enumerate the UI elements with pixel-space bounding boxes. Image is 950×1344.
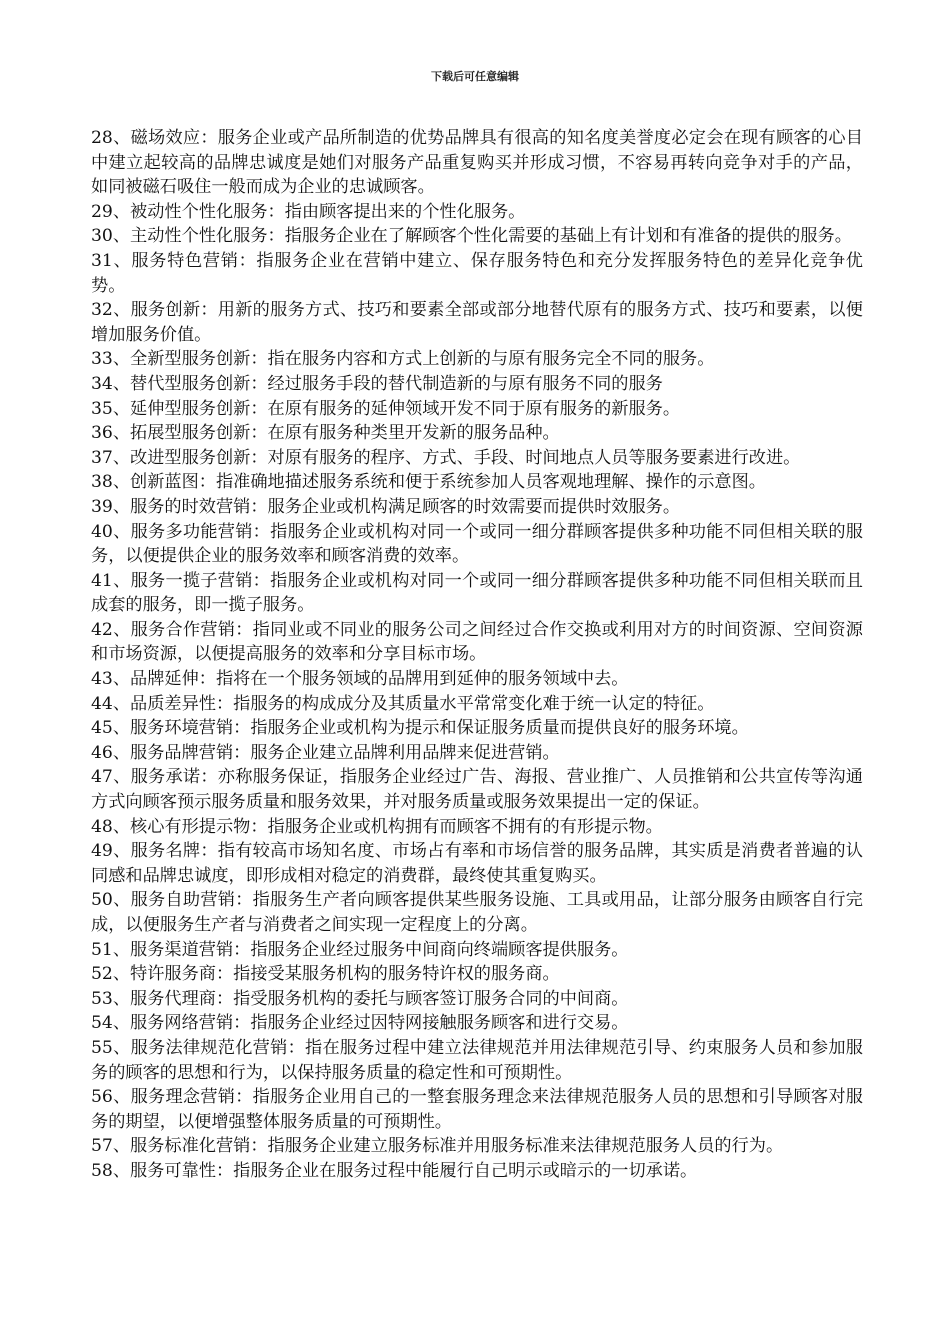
glossary-entry-53: 53、服务代理商：指受服务机构的委托与顾客签订服务合同的中间商。 bbox=[91, 988, 629, 1009]
glossary-entry-48: 48、核心有形提示物：指服务企业或机构拥有而顾客不拥有的有形提示物。 bbox=[91, 816, 663, 837]
glossary-entry-54: 54、服务网络营销：指服务企业经过因特网接触服务顾客和进行交易。 bbox=[91, 1013, 629, 1034]
glossary-entry-32: 32、服务创新：用新的服务方式、技巧和要素全部或部分地替代原有的服务方式、技巧和要素，以便增加服务价值。 bbox=[91, 300, 863, 345]
glossary-entry-30: 30、主动性个性化服务：指服务企业在了解顾客个性化需要的基础上有计划和有准备的提供的服务。 bbox=[91, 226, 852, 247]
glossary-entry-43: 43、品牌延伸：指将在一个服务领域的品牌用到延伸的服务领域中去。 bbox=[91, 669, 629, 690]
glossary-entry-58: 58、服务可靠性：指服务企业在服务过程中能履行自己明示或暗示的一切承诺。 bbox=[91, 1160, 698, 1181]
glossary-entry-52: 52、特许服务商：指接受某服务机构的服务特许权的服务商。 bbox=[91, 964, 560, 985]
glossary-entry-47: 47、服务承诺：亦称服务保证，指服务企业经过广告、海报、营业推广、人员推销和公共宣传等沟通方式向顾客预示服务质量和服务效果，并对服务质量或服务效果提出一定的保证。 bbox=[91, 767, 863, 813]
glossary-entry-46: 46、服务品牌营销：服务企业建立品牌利用品牌来促进营销。 bbox=[91, 742, 560, 763]
glossary-entry-45: 45、服务环境营销：指服务企业或机构为提示和保证服务质量而提供良好的服务环境。 bbox=[91, 718, 749, 739]
glossary-body bbox=[91, 126, 863, 1184]
glossary-entry-57: 57、服务标准化营销：指服务企业建立服务标准并用服务标准来法律规范服务人员的行为。 bbox=[91, 1136, 784, 1157]
glossary-entry-34: 34、替代型服务创新：经过服务手段的替代制造新的与原有服务不同的服务 bbox=[91, 373, 663, 394]
glossary-entry-35: 35、延伸型服务创新：在原有服务的延伸领域开发不同于原有服务的新服务。 bbox=[91, 398, 681, 419]
glossary-entry-39: 39、服务的时效营销：服务企业或机构满足顾客的时效需要而提供时效服务。 bbox=[91, 496, 681, 517]
glossary-entry-28: 28、磁场效应：服务企业或产品所制造的优势品牌具有很高的知名度美誉度必定会在现有顾客的心目中建立起较高的品牌忠诚度是她们对服务产品重复购买并形成习惯，不容易再转向竞争对手的产品，如同被磁石吸住一般而成为企业的忠诚顾客。 bbox=[91, 128, 863, 198]
page-header-title: 下载后可任意编辑 bbox=[431, 70, 519, 83]
glossary-entry-31: 31、服务特色营销：指服务企业在营销中建立、保存服务特色和充分发挥服务特色的差异化竞争优势。 bbox=[91, 250, 863, 296]
glossary-entry-49: 49、服务名牌：指有较高市场知名度、市场占有率和市场信誉的服务品牌，其实质是消费者普遍的认同感和品牌忠诚度，即形成相对稳定的消费群，最终使其重复购买。 bbox=[91, 841, 863, 886]
glossary-entry-38: 38、创新蓝图：指准确地描述服务系统和便于系统参加人员客观地理解、操作的示意图。 bbox=[91, 472, 766, 493]
glossary-entry-37: 37、改进型服务创新：对原有服务的程序、方式、手段、时间地点人员等服务要素进行改进。 bbox=[91, 447, 801, 468]
glossary-entry-42: 42、服务合作营销：指同业或不同业的服务公司之间经过合作交换或利用对方的时间资源、空间资源和市场资源，以便提高服务的效率和分享目标市场。 bbox=[91, 619, 863, 665]
glossary-entry-51: 51、服务渠道营销：指服务企业经过服务中间商向终端顾客提供服务。 bbox=[91, 939, 629, 960]
glossary-entry-41: 41、服务一揽子营销：指服务企业或机构对同一个或同一细分群顾客提供多种功能不同但相关联而且成套的服务，即一揽子服务。 bbox=[91, 570, 863, 616]
glossary-entry-33: 33、全新型服务创新：指在服务内容和方式上创新的与原有服务完全不同的服务。 bbox=[91, 349, 715, 370]
glossary-entry-36: 36、拓展型服务创新：在原有服务种类里开发新的服务品种。 bbox=[91, 423, 560, 444]
glossary-entry-50: 50、服务自助营销：指服务生产者向顾客提供某些服务设施、工具或用品，让部分服务由顾客自行完成，以便服务生产者与消费者之间实现一定程度上的分离。 bbox=[91, 890, 863, 935]
glossary-entry-56: 56、服务理念营销：指服务企业用自己的一整套服务理念来法律规范服务人员的思想和引导顾客对服务的期望，以便增强整体服务质量的可预期性。 bbox=[91, 1087, 863, 1132]
glossary-entry-40: 40、服务多功能营销：指服务企业或机构对同一个或同一细分群顾客提供多种功能不同但相关联的服务，以便提供企业的服务效率和顾客消费的效率。 bbox=[91, 521, 863, 567]
glossary-entry-55: 55、服务法律规范化营销：指在服务过程中建立法律规范并用法律规范引导、约束服务人员和参加服务的顾客的思想和行为，以保持服务质量的稳定性和可预期性。 bbox=[91, 1037, 863, 1083]
glossary-entry-29: 29、被动性个性化服务：指由顾客提出来的个性化服务。 bbox=[91, 201, 526, 222]
glossary-entry-44: 44、品质差异性：指服务的构成成分及其质量水平常常变化难于统一认定的特征。 bbox=[91, 693, 715, 714]
